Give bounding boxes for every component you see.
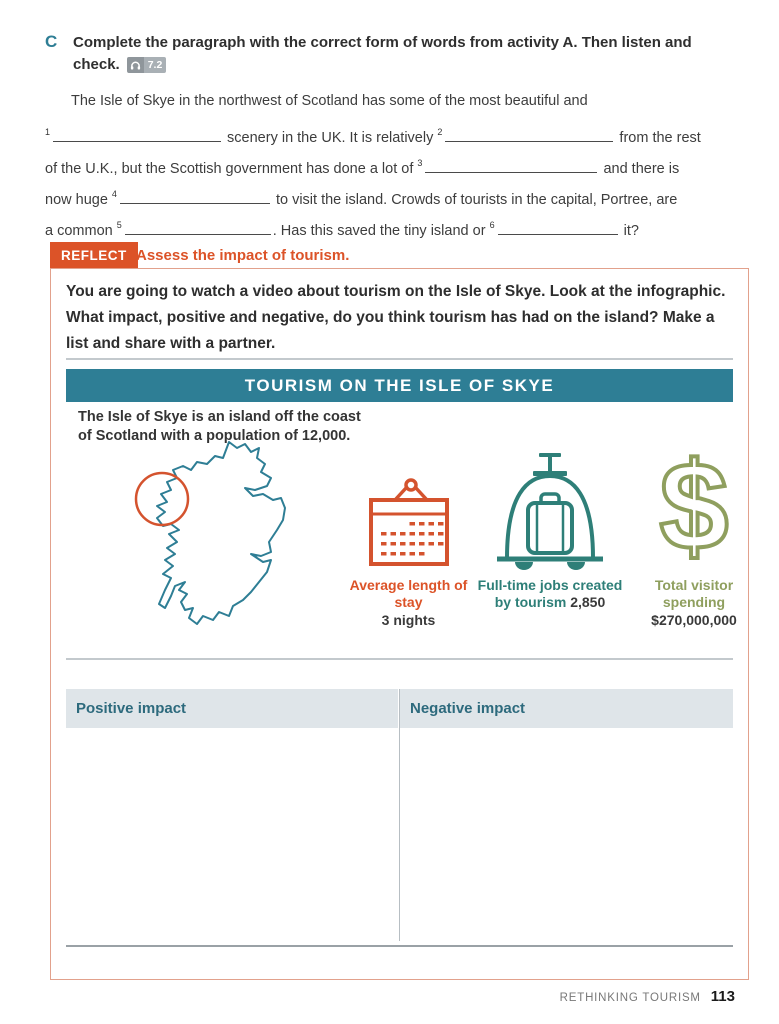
stat-label: Full-time jobs created by tourism [477,577,623,610]
description-line-2: of Scotland with a population of 12,000. [78,428,351,444]
paragraph-text: from the rest [615,130,701,146]
stat-label: Average length of stay [349,577,468,610]
stat-value: 2,850 [570,594,606,610]
paragraph-text: now huge [45,192,112,208]
paragraph-text: The Isle of Skye in the northwest of Scotland has some of the most beautiful and [71,93,588,109]
reflect-body-text: You are going to watch a video about tourism on the Isle of Skye. Look at the infographic. What impact, positive and negative, do you think tourism has had on the island? Make a list and share with a partner. [66,283,726,352]
blank-number-1: 1 [45,127,51,137]
stat-value: 3 nights [381,612,436,628]
unit-title: RETHINKING TOURISM [559,992,701,1004]
paragraph-line [45,179,737,210]
table-column-divider [399,689,400,941]
fill-in-blank-4[interactable] [120,190,270,204]
divider-line [66,358,733,360]
paragraph-text: scenery in the UK. It is relatively [223,130,438,146]
blank-number-3: 3 [417,158,423,168]
paragraph-text: a common [45,223,117,239]
blank-number-5: 5 [116,220,122,230]
instruction-line-2: check. [73,56,120,73]
blank-number-6: 6 [489,220,495,230]
reflect-tab: REFLECT [50,242,138,269]
stat-jobs [476,451,624,629]
paragraph-line [45,148,737,179]
fill-in-blank-1[interactable] [53,128,221,142]
reflect-box [50,268,749,980]
skye-highlight-circle [136,473,188,525]
divider-line [66,658,733,660]
paragraph-text: and there is [599,161,680,177]
negative-impact-header: Negative impact [400,689,733,728]
reflect-title: Assess the impact of tourism. [136,247,350,264]
scotland-map [133,434,338,649]
activity-instruction [73,32,713,76]
luggage-cart-icon [495,451,605,571]
paragraph-line [45,117,737,148]
fill-in-blank-3[interactable] [425,159,597,173]
blank-number-4: 4 [111,189,117,199]
paragraph-text: it? [619,223,639,239]
table-bottom-line [66,945,733,947]
dollar-icon [644,451,744,571]
stat-value: $270,000,000 [651,612,737,628]
positive-impact-header: Positive impact [66,689,398,728]
stat-spending [624,451,764,629]
paragraph-text: . Has this saved the tiny island or [272,223,490,239]
paragraph-text: to visit the island. Crowds of tourists in the capital, Portree, are [271,192,678,208]
headphones-icon [127,57,144,73]
blank-number-2: 2 [437,127,443,137]
audio-track-badge[interactable] [127,57,167,73]
audio-track-number: 7.2 [144,57,167,73]
fill-in-blank-6[interactable] [498,221,618,235]
paragraph-text: of the U.K., but the Scottish government has done a lot of [45,161,418,177]
gap-fill-paragraph [45,86,737,241]
negative-impact-cell[interactable] [401,728,733,943]
page-footer [560,988,735,1005]
paragraph-line [45,210,737,241]
svg-text:$: $ [659,451,729,571]
description-line-1: The Isle of Skye is an island off the coast [78,409,361,425]
instruction-line-1: Complete the paragraph with the correct form of words from activity A. Then listen and [73,34,692,51]
scotland-outline-icon [133,434,338,649]
stat-average-stay [341,451,476,629]
infographic-title-banner: TOURISM ON THE ISLE OF SKYE [66,369,733,402]
fill-in-blank-2[interactable] [445,128,613,142]
page-number: 113 [710,988,735,1005]
stat-label: Total visitor spending [654,577,734,610]
fill-in-blank-5[interactable] [125,221,271,235]
positive-impact-cell[interactable] [66,728,398,943]
infographic-stats [341,451,746,629]
calendar-icon [365,477,453,571]
paragraph-line [45,86,737,117]
activity-letter: C [45,32,58,51]
